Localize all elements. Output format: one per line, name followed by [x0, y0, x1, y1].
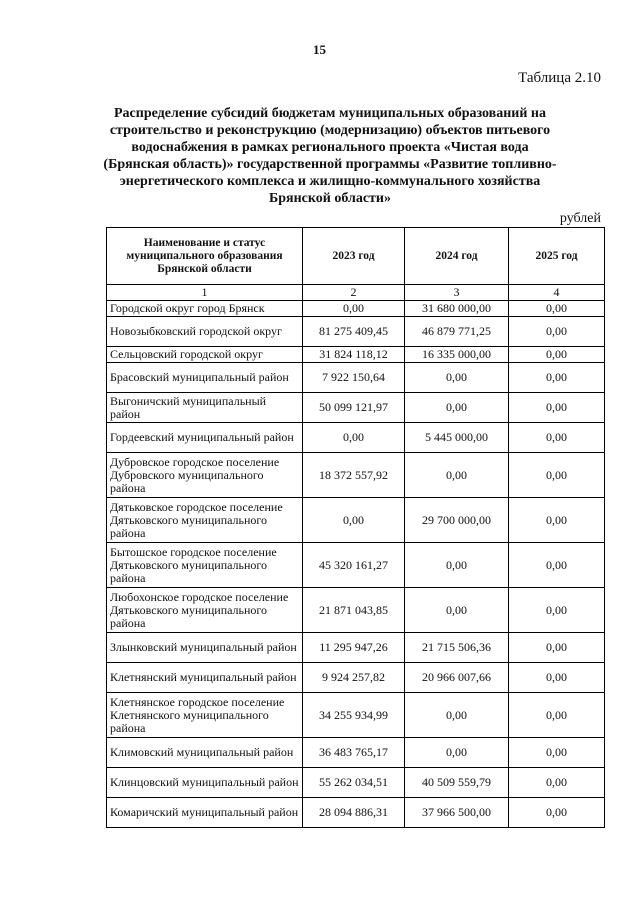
municipality-name: Клинцовский муниципальный район: [107, 768, 303, 798]
table-row: [107, 393, 605, 423]
header-2024: 2024 год: [405, 228, 509, 285]
value-2024: 0,00: [405, 393, 509, 423]
page-number: 15: [313, 42, 326, 57]
table-row: [107, 738, 605, 768]
value-2023: 34 255 934,99: [303, 693, 405, 738]
value-2025: 0,00: [509, 301, 605, 317]
value-2023: 9 924 257,82: [303, 663, 405, 693]
value-2023: 0,00: [303, 498, 405, 543]
value-2025: 0,00: [509, 363, 605, 393]
value-2024: 37 966 500,00: [405, 798, 509, 828]
value-2025: 0,00: [509, 693, 605, 738]
value-2024: 0,00: [405, 738, 509, 768]
subsidy-table: [106, 227, 605, 828]
header-2023: 2023 год: [303, 228, 405, 285]
value-2023: 0,00: [303, 423, 405, 453]
value-2023: 81 275 409,45: [303, 317, 405, 347]
municipality-name: Климовский муниципальный район: [107, 738, 303, 768]
value-2025: 0,00: [509, 768, 605, 798]
value-2025: 0,00: [509, 738, 605, 768]
value-2025: 0,00: [509, 543, 605, 588]
column-number: 4: [509, 285, 605, 301]
table-row: [107, 301, 605, 317]
value-2023: 50 099 121,97: [303, 393, 405, 423]
column-number: 3: [405, 285, 509, 301]
header-row: [107, 228, 605, 285]
value-2023: 31 824 118,12: [303, 347, 405, 363]
table-row: [107, 693, 605, 738]
table-row: [107, 423, 605, 453]
table-row: [107, 317, 605, 347]
value-2023: 11 295 947,26: [303, 633, 405, 663]
value-2025: 0,00: [509, 663, 605, 693]
value-2024: 0,00: [405, 693, 509, 738]
header-municipality: Наименование и статус муниципального образования Брянской области: [107, 228, 303, 285]
value-2023: 55 262 034,51: [303, 768, 405, 798]
value-2024: 5 445 000,00: [405, 423, 509, 453]
value-2023: 36 483 765,17: [303, 738, 405, 768]
table-label: Таблица 2.10: [518, 70, 601, 86]
value-2024: 0,00: [405, 543, 509, 588]
value-2025: 0,00: [509, 393, 605, 423]
municipality-name: Брасовский муниципальный район: [107, 363, 303, 393]
municipality-name: Дятьковское городское поселение Дятьковского муниципального района: [107, 498, 303, 543]
municipality-name: Городской округ город Брянск: [107, 301, 303, 317]
header-2025: 2025 год: [509, 228, 605, 285]
value-2024: 46 879 771,25: [405, 317, 509, 347]
table-row: [107, 347, 605, 363]
column-number: 2: [303, 285, 405, 301]
table-row: [107, 363, 605, 393]
value-2024: 31 680 000,00: [405, 301, 509, 317]
municipality-name: Дубровское городское поселение Дубровского муниципального района: [107, 453, 303, 498]
value-2024: 29 700 000,00: [405, 498, 509, 543]
column-number: 1: [107, 285, 303, 301]
value-2024: 0,00: [405, 453, 509, 498]
column-number-row: [107, 285, 605, 301]
table-row: [107, 498, 605, 543]
value-2025: 0,00: [509, 798, 605, 828]
municipality-name: Бытошское городское поселение Дятьковского муниципального района: [107, 543, 303, 588]
municipality-name: Клетнянское городское поселение Клетнянского муниципального района: [107, 693, 303, 738]
municipality-name: Клетнянский муниципальный район: [107, 663, 303, 693]
table-row: [107, 798, 605, 828]
table-row: [107, 453, 605, 498]
value-2024: 21 715 506,36: [405, 633, 509, 663]
value-2025: 0,00: [509, 633, 605, 663]
value-2025: 0,00: [509, 453, 605, 498]
table-row: [107, 633, 605, 663]
value-2023: 7 922 150,64: [303, 363, 405, 393]
value-2025: 0,00: [509, 347, 605, 363]
table-row: [107, 543, 605, 588]
value-2023: 21 871 043,85: [303, 588, 405, 633]
table-title: Распределение субсидий бюджетам муниципальных образований на строительство и реконструкцию (модернизацию) объектов питьевого водоснабжения в рамках регионального проекта «Чистая вода (Брянская область)» государственной программы «Развитие топливно-энергетического комплекса и жилищно-коммунального хозяйства Брянской области»: [103, 106, 557, 206]
value-2023: 28 094 886,31: [303, 798, 405, 828]
municipality-name: Любохонское городское поселение Дятьковского муниципального района: [107, 588, 303, 633]
value-2025: 0,00: [509, 588, 605, 633]
value-2024: 20 966 007,66: [405, 663, 509, 693]
value-2024: 0,00: [405, 363, 509, 393]
value-2023: 45 320 161,27: [303, 543, 405, 588]
municipality-name: Сельцовский городской округ: [107, 347, 303, 363]
table-row: [107, 663, 605, 693]
value-2025: 0,00: [509, 498, 605, 543]
table-row: [107, 768, 605, 798]
table-row: [107, 588, 605, 633]
value-2024: 16 335 000,00: [405, 347, 509, 363]
municipality-name: Гордеевский муниципальный район: [107, 423, 303, 453]
municipality-name: Новозыбковский городской округ: [107, 317, 303, 347]
municipality-name: Комаричский муниципальный район: [107, 798, 303, 828]
value-2024: 0,00: [405, 588, 509, 633]
municipality-name: Злынковский муниципальный район: [107, 633, 303, 663]
value-2025: 0,00: [509, 317, 605, 347]
municipality-name: Выгоничский муниципальный район: [107, 393, 303, 423]
value-2023: 18 372 557,92: [303, 453, 405, 498]
value-2024: 40 509 559,79: [405, 768, 509, 798]
units-label: рублей: [559, 211, 601, 226]
value-2023: 0,00: [303, 301, 405, 317]
value-2025: 0,00: [509, 423, 605, 453]
